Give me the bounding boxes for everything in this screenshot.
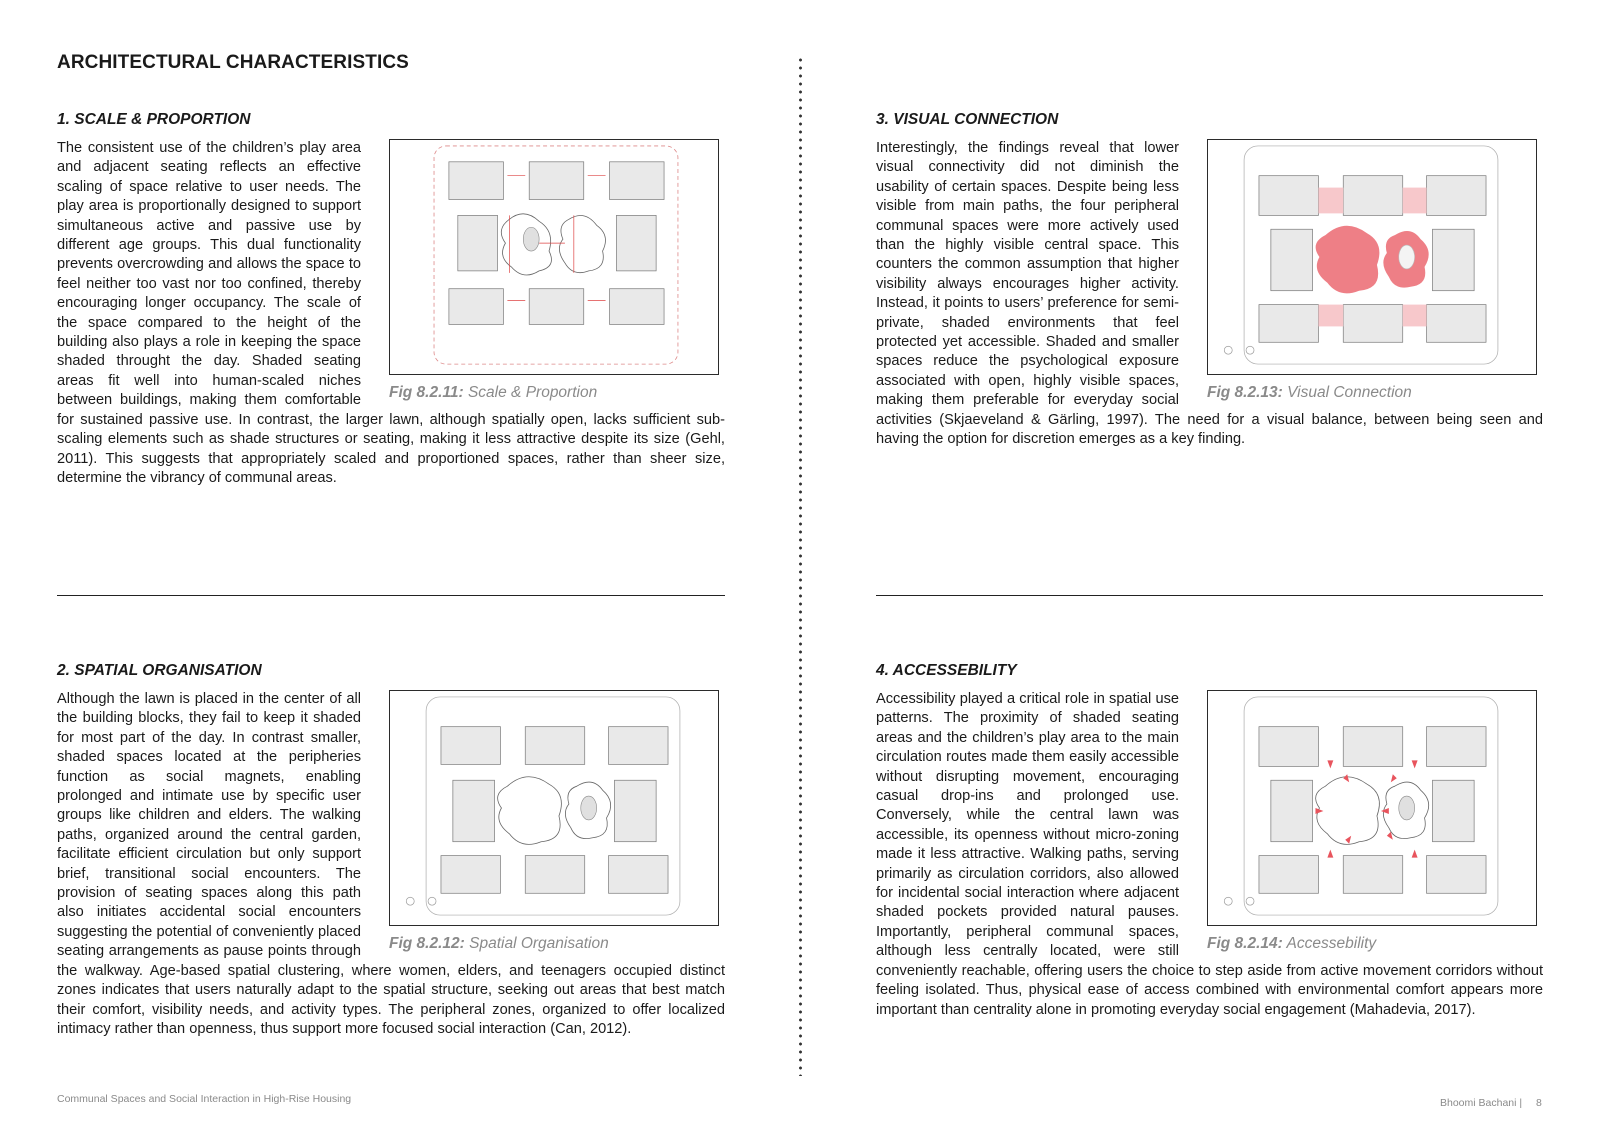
figure-spatial — [385, 690, 725, 952]
figure-visual — [1203, 139, 1543, 401]
divider-right — [876, 595, 1543, 596]
site-plan-scale — [390, 140, 718, 374]
section-body-access: Fig 8.2.14: Accessebility Accessibility played a critical role in spatial use patterns. The proximity of shaded seating areas and the children’s play area to the main circulation routes made them easily accessible without disrupting movement, encouraging casual drop-ins and prolonged use. Conversely, while the central lawn was accessible, its openness without micro-zoning made it less attractive. Walking paths, serving primarily as circulation corridors, also allowed for incidental social interaction where adjacent shaded pockets provided natural pauses. Importantly, peripheral communal spaces, although less centrally located, were still conveniently reachable, offering users the choice to step aside from active movement corridors without feeling isolated. Thus, physical ease of access combined with environmental comfort appears more important than centrality alone in promoting everyday social engagement (Mahadevia, 2017). — [876, 691, 1543, 1018]
figure-spatial-caption: Fig 8.2.12: Spatial Organisation — [389, 935, 609, 952]
figure-spatial-drawing — [389, 690, 719, 926]
section-title-scale: 1. SCALE & PROPORTION — [57, 111, 251, 128]
figure-visual-drawing — [1207, 139, 1537, 375]
section-body-visual: Fig 8.2.13: Visual Connection Interestingly, the findings reveal that lower visual connectivity did not diminish the usability of certain spaces. Despite being less visible from main paths, the four peripheral communal spaces were more actively used than the highly visible central space. This counters the common assumption that higher visibility always encourages higher activity. Instead, it points to users’ preference for semi-private, shaded environments that feel protected yet accessible. Shaded and smaller spaces reduce the psychological exposure associated with open, highly visible spaces, making them preferable for everyday social activities (Skjaeveland & Gärling, 1997). The need for a visual balance, between being seen and having the option for discretion emerges as a key finding. — [876, 140, 1543, 448]
section-body-scale: Fig 8.2.11: Scale & Proportion The consistent use of the children’s play area and adjacent seating reflects an effective scaling of space relative to user needs. The play area is proportionally designed to support simultaneous active and passive use by different age groups. This dual functionality prevents overcrowding and allows the space to feel neither too vast nor too confined, thereby encouraging longer occupancy. The scale of the space compared to the height of the building also plays a role in keeping the space shaded throught the day. Shaded seating areas fit well into human-scaled niches between buildings, making them comfortable for sustained passive use. In contrast, the larger lawn, although spatially open, lacks sufficient sub-scaling elements such as shade structures or seating, making it less attractive despite its size (Gehl, 2011). This suggests that appropriately scaled and proportioned spaces, rather than sheer size, determine the vibrancy of communal areas. — [57, 140, 725, 486]
figure-access-caption: Fig 8.2.14: Accessebility — [1207, 935, 1377, 952]
figure-scale — [385, 139, 725, 401]
page-separator — [799, 56, 802, 1076]
figure-access-drawing — [1207, 690, 1537, 926]
figure-scale-drawing — [389, 139, 719, 375]
site-plan-visual — [1208, 140, 1536, 374]
footer-author: Bhoomi Bachani | — [1440, 1097, 1523, 1109]
divider-left — [57, 595, 725, 596]
page-title: ARCHITECTURAL CHARACTERISTICS — [57, 52, 409, 73]
section-body-spatial: Fig 8.2.12: Spatial Organisation Although the lawn is placed in the center of all the building blocks, they fail to keep it shaded for most part of the day. In contrast smaller, shaded spaces located at the peripheries function as social magnets, enabling prolonged and intimate use by specific user groups like children and elders. The walking paths, organized around the central garden, facilitate efficient circulation but only support brief, transitional social encounters. The provision of seating spaces along this path also initiates accidental social encounters suggesting the potential of conveniently placed seating arrangements as pause points through the walkway. Age-based spatial clustering, where women, elders, and teenagers occupied distinct zones indicates that users naturally adapt to the spatial structure, seeking out areas that best match their comfort, visibility needs, and activity types. The peripheral zones, organized to offer localized intimacy rather than openness, thus support more focused social interaction (Can, 2012). — [57, 691, 725, 1037]
section-title-visual: 3. VISUAL CONNECTION — [876, 111, 1059, 128]
footer-document-title: Communal Spaces and Social Interaction in High-Rise Housing — [57, 1093, 352, 1105]
figure-access — [1203, 690, 1543, 952]
section-title-access: 4. ACCESSEBILITY — [876, 662, 1017, 679]
site-plan-spatial — [390, 691, 718, 925]
figure-scale-caption: Fig 8.2.11: Scale & Proportion — [389, 384, 598, 401]
section-title-spatial: 2. SPATIAL ORGANISATION — [57, 662, 262, 679]
footer-page-number: 8 — [1536, 1097, 1542, 1109]
figure-visual-caption: Fig 8.2.13: Visual Connection — [1207, 384, 1412, 401]
site-plan-access — [1208, 691, 1536, 925]
